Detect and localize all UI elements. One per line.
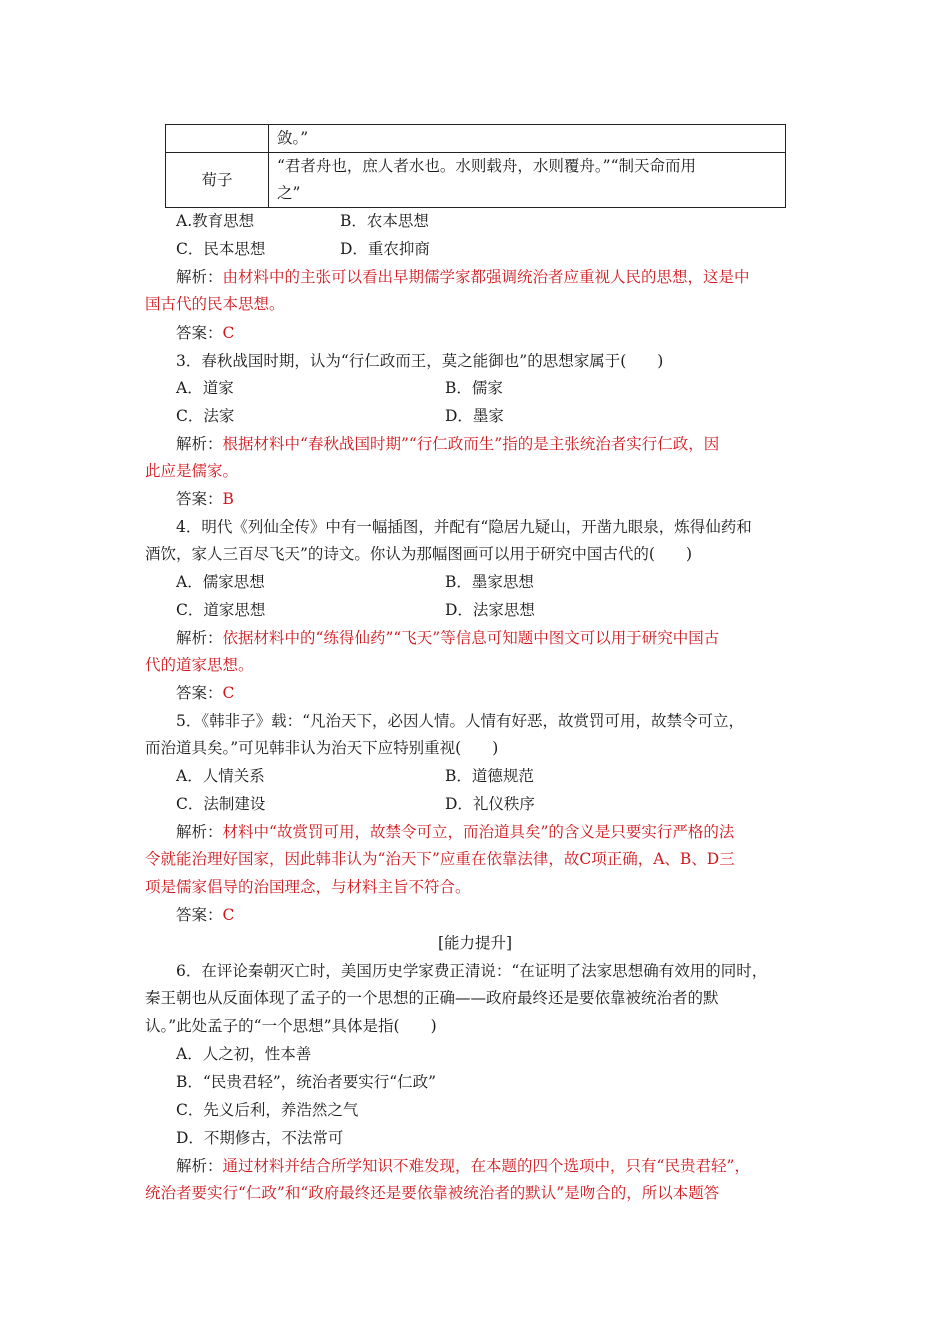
- analysis-line: 解析：通过材料并结合所学知识不难发现，在本题的四个选项中，只有“民贵君轻”，: [176, 1157, 750, 1175]
- answer-label: 答案：: [176, 490, 223, 508]
- answer-value: B: [222, 490, 234, 508]
- analysis-line: 解析：材料中“故赏罚可用，故禁令可立，而治道具矣”的含义是只要实行严格的法: [176, 823, 735, 841]
- answer-value: C: [222, 324, 235, 342]
- option-c: C．民本思想: [176, 240, 266, 258]
- table-cell-name: [166, 125, 269, 153]
- analysis-line: 解析：根据材料中“春秋战国时期”“行仁政而生”指的是主张统治者实行仁政，因: [176, 435, 720, 453]
- analysis-line: 统治者要实行“仁政”和“政府最终还是要依靠被统治者的默认”是吻合的，所以本题答: [145, 1184, 720, 1202]
- table-cell-name: 荀子: [166, 153, 269, 208]
- answer-value: C: [222, 906, 235, 924]
- option-a: A．道家: [176, 379, 234, 397]
- question-stem: 秦王朝也从反面体现了孟子的一个思想的正确——政府最终还是要依靠被统治者的默: [145, 989, 719, 1007]
- table-row: [166, 153, 786, 208]
- question-stem: 酒饮，家人三百尽飞天”的诗文。你认为那幅图画可以用于研究中国古代的( ): [145, 545, 693, 563]
- option-d: D．不期修古，不法常可: [176, 1129, 344, 1147]
- analysis-line: 解析：由材料中的主张可以看出早期儒学家都强调统治者应重视人民的思想，这是中: [176, 268, 750, 286]
- analysis-line: 此应是儒家。: [145, 462, 239, 480]
- table-cell-line: 之”: [277, 184, 301, 202]
- table-cell-line: “君者舟也，庶人者水也。水则载舟，水则覆舟。”“制天命而用: [277, 157, 697, 175]
- option-a: A．人之初，性本善: [176, 1045, 312, 1063]
- analysis-label: 解析：: [176, 1157, 223, 1175]
- option-c: C．先义后利，养浩然之气: [176, 1101, 359, 1119]
- table-row: [166, 125, 786, 153]
- question-stem: 4．明代《列仙全传》中有一幅插图，并配有“隐居九疑山，开凿九眼泉，炼得仙药和: [176, 518, 752, 536]
- option-b: B．儒家: [445, 379, 503, 397]
- option-b: B．墨家思想: [445, 573, 534, 591]
- analysis-label: 解析：: [176, 629, 223, 647]
- table-cell-text: [269, 153, 786, 208]
- option-a: A．儒家思想: [176, 573, 265, 591]
- option-c: C．法家: [176, 407, 235, 425]
- option-a: A.教育思想: [176, 212, 255, 230]
- analysis-line: 项是儒家倡导的治国理念，与材料主旨不符合。: [145, 878, 471, 896]
- answer-line: [176, 902, 234, 929]
- quote-table: [165, 124, 786, 208]
- analysis-line: 国古代的民本思想。: [145, 295, 285, 313]
- option-a: A．人情关系: [176, 767, 265, 785]
- section-title: [能力提升]: [437, 934, 513, 952]
- answer-value: C: [222, 684, 235, 702]
- answer-line: [176, 680, 234, 707]
- answer-label: 答案：: [176, 324, 223, 342]
- question-stem: 3．春秋战国时期，认为“行仁政而王，莫之能御也”的思想家属于( ): [176, 352, 664, 370]
- option-c: C．道家思想: [176, 601, 266, 619]
- option-d: D．法家思想: [445, 601, 535, 619]
- table-cell-text: 敛。”: [269, 125, 786, 153]
- answer-line: [176, 486, 234, 513]
- option-d: D．重农抑商: [340, 240, 430, 258]
- option-b: B．农本思想: [340, 212, 429, 230]
- answer-label: 答案：: [176, 906, 223, 924]
- question-stem: 而治道具矣。”可见韩非认为治天下应特别重视( ): [145, 739, 499, 757]
- answer-label: 答案：: [176, 684, 223, 702]
- answer-line: [176, 320, 234, 347]
- analysis-line: 令就能治理好国家，因此韩非认为“治天下”应重在依靠法律，故C项正确，A、B、D三: [145, 850, 735, 868]
- option-c: C．法制建设: [176, 795, 266, 813]
- analysis-label: 解析：: [176, 268, 223, 286]
- option-b: B．“民贵君轻”，统治者要实行“仁政”: [176, 1073, 437, 1091]
- analysis-line: 解析：依据材料中的“练得仙药”“飞天”等信息可知题中图文可以用于研究中国古: [176, 629, 720, 647]
- option-d: D．礼仪秩序: [445, 795, 535, 813]
- analysis-line: 代的道家思想。: [145, 656, 254, 674]
- question-stem: 认。”此处孟子的“一个思想”具体是指( ): [145, 1017, 437, 1035]
- option-b: B．道德规范: [445, 767, 534, 785]
- analysis-label: 解析：: [176, 435, 223, 453]
- option-d: D．墨家: [445, 407, 504, 425]
- question-stem: 5．《韩非子》载：“凡治天下，必因人情。人情有好恶，故赏罚可用，故禁令可立，: [176, 712, 745, 730]
- question-stem: 6．在评论秦朝灭亡时，美国历史学家费正清说：“在证明了法家思想确有效用的同时，: [176, 962, 768, 980]
- analysis-label: 解析：: [176, 823, 223, 841]
